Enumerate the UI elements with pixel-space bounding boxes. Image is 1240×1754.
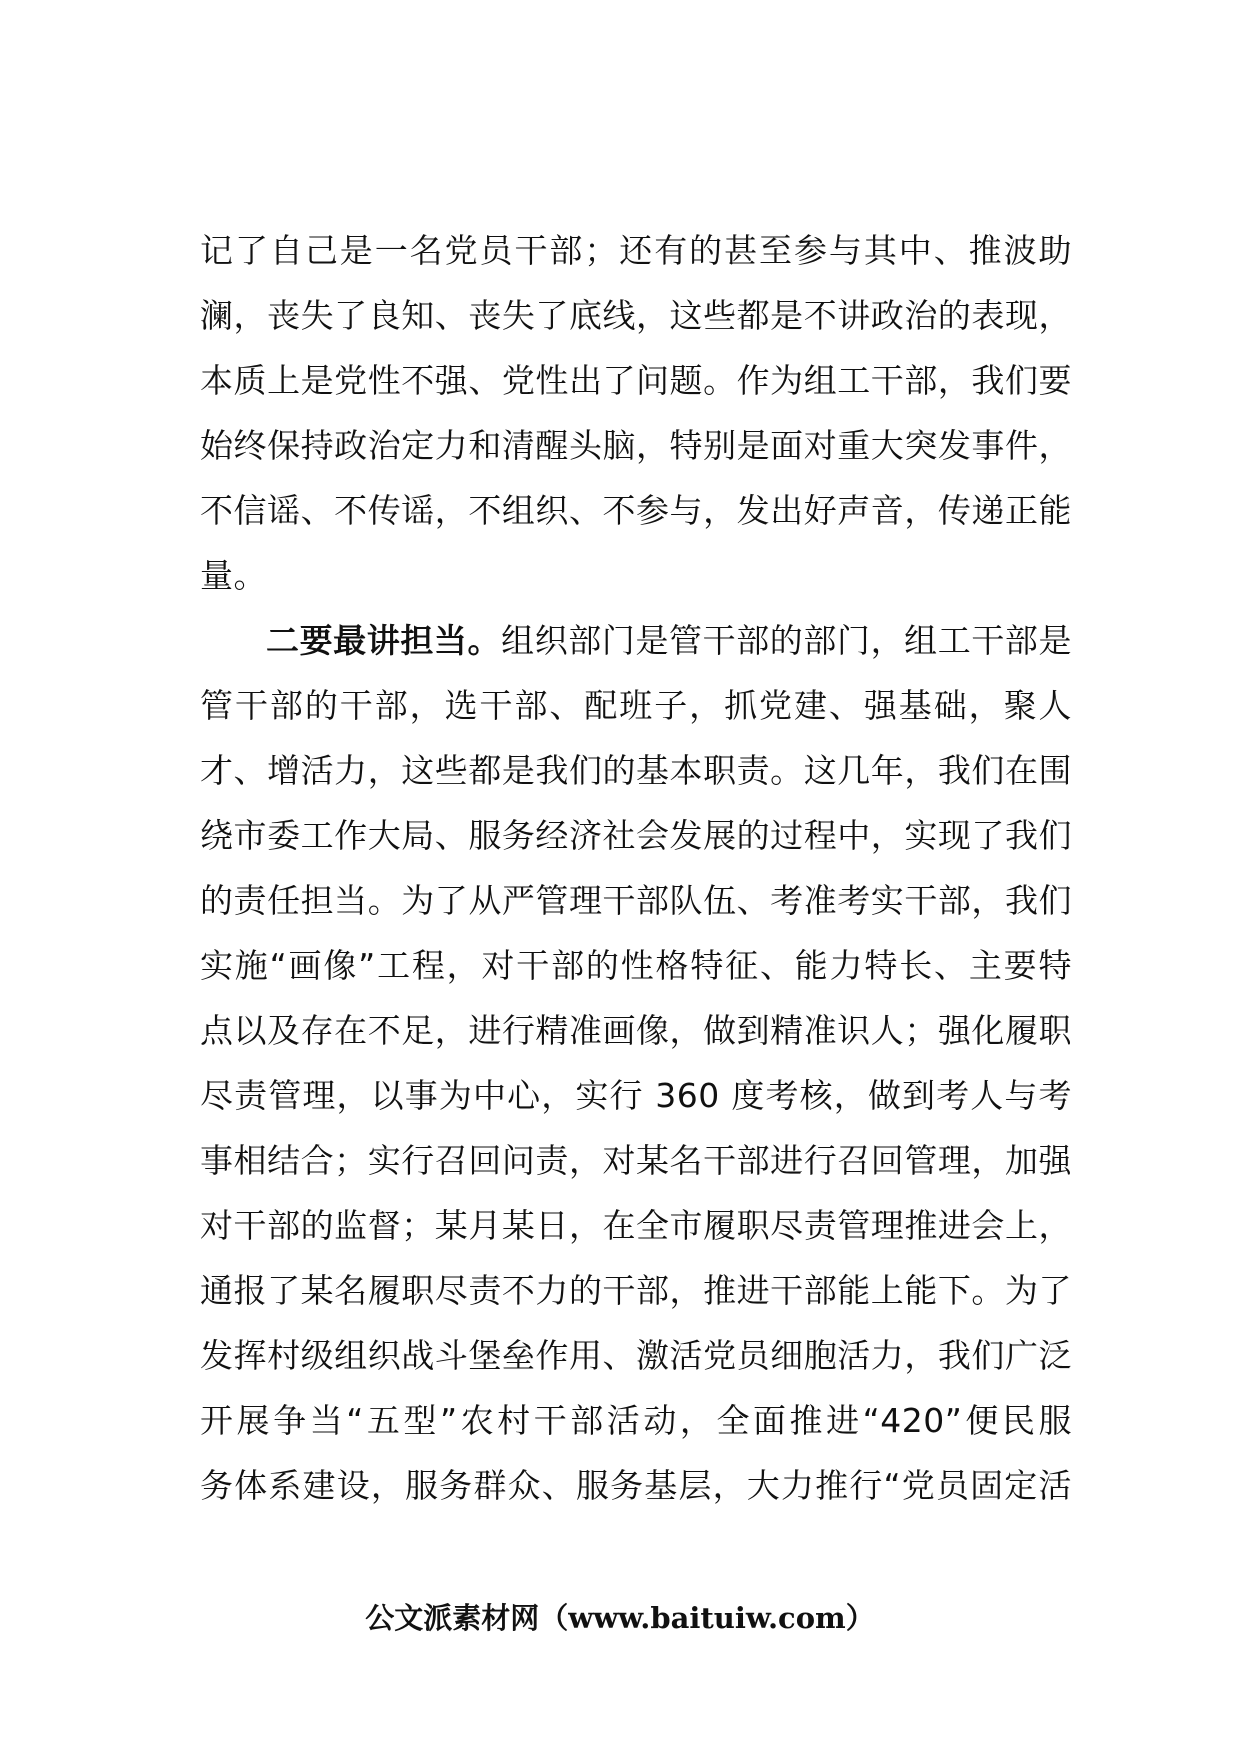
paragraph-line: 管干部的干部，选干部、配班子，抓党建、强基础，聚人	[200, 686, 1072, 725]
paragraph-line: 对干部的监督；某月某日，在全市履职尽责管理推进会上，	[200, 1206, 1072, 1245]
paragraph-line: 的责任担当。为了从严管理干部队伍、考准考实干部，我们	[200, 881, 1072, 920]
paragraph-line: 发挥村级组织战斗堡垒作用、激活党员细胞活力，我们广泛	[200, 1336, 1072, 1375]
paragraph-line: 量。	[200, 556, 267, 595]
paragraph-line: 务体系建设，服务群众、服务基层，大力推行“党员固定活	[200, 1466, 1072, 1505]
paragraph-line: 点以及存在不足，进行精准画像，做到精准识人；强化履职	[200, 1011, 1072, 1050]
paragraph-line: 绕市委工作大局、服务经济社会发展的过程中，实现了我们	[200, 816, 1072, 855]
paragraph-line: 才、增活力，这些都是我们的基本职责。这几年，我们在围	[200, 751, 1072, 790]
paragraph-text: 组织部门是管干部的部门，组工干部是	[501, 621, 1073, 660]
paragraph-line: 始终保持政治定力和清醒头脑，特别是面对重大突发事件，	[200, 426, 1072, 465]
paragraph-line: 记了自己是一名党员干部；还有的甚至参与其中、推波助	[200, 231, 1072, 270]
document-body	[200, 218, 1072, 1518]
paragraph-line: 不信谣、不传谣，不组织、不参与，发出好声音，传递正能	[200, 491, 1072, 530]
paragraph-line: 实施“画像”工程，对干部的性格特征、能力特长、主要特	[200, 946, 1072, 985]
paragraph-line: 澜，丧失了良知、丧失了底线，这些都是不讲政治的表现，	[200, 296, 1072, 335]
page-footer-watermark: 公文派素材网（www.baituiw.com）	[365, 1601, 875, 1635]
paragraph-line: 尽责管理，以事为中心，实行 360 度考核，做到考人与考	[200, 1076, 1072, 1115]
paragraph-line: 事相结合；实行召回问责，对某名干部进行召回管理，加强	[200, 1141, 1072, 1180]
paragraph-line: 开展争当“五型”农村干部活动，全面推进“420”便民服	[200, 1401, 1072, 1440]
paragraph-first-line	[200, 608, 1072, 673]
section-lead-heading: 二要最讲担当。	[266, 621, 502, 660]
paragraph-line: 通报了某名履职尽责不力的干部，推进干部能上能下。为了	[200, 1271, 1072, 1310]
paragraph-line: 本质上是党性不强、党性出了问题。作为组工干部，我们要	[200, 361, 1072, 400]
